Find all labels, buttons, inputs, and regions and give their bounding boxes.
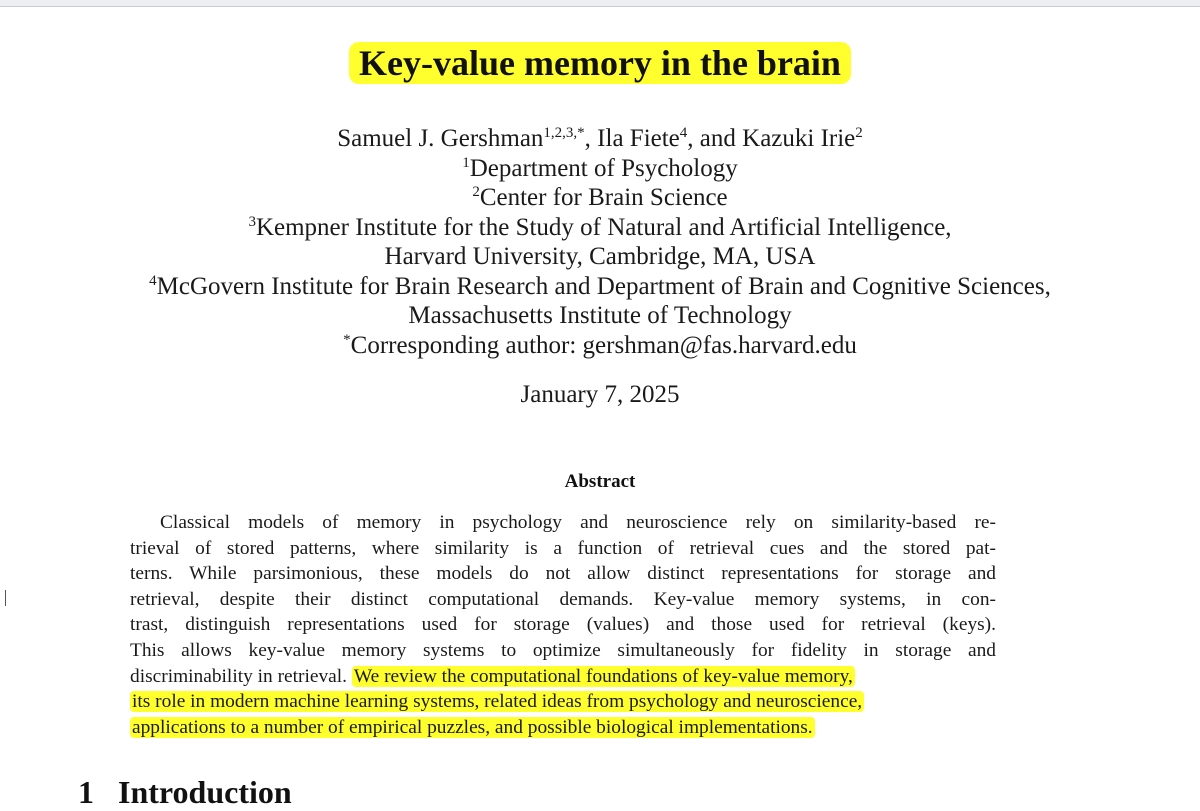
affiliation-line: $^2$Center for Brain Science <box>472 184 728 211</box>
abstract-heading: Abstract <box>564 471 636 492</box>
abstract-highlight: applications to a number of empirical puzzles, and possible biological implementations. <box>132 716 813 738</box>
abstract-highlight: We review the computational foundations of key-value memory, <box>353 665 853 687</box>
author-block <box>0 124 1200 360</box>
abstract-line <box>130 715 996 741</box>
author-name: Samuel J. Gershman <box>337 125 544 152</box>
pdf-page <box>0 6 1200 810</box>
section-heading <box>78 774 292 811</box>
corresponding-author: *Corresponding author: gershman@fas.harvard.edu <box>343 331 857 359</box>
abstract-line: discriminability in retrieval. We review the computational foundations of key-value memory, <box>130 665 853 687</box>
abstract-line: trast, distinguish representations used for storage (values) and those used for retrieval (keys). <box>130 614 996 636</box>
author-superscript: 2 <box>855 125 863 141</box>
author-superscript: 4 <box>679 125 688 141</box>
affiliation-line: Harvard University, Cambridge, MA, USA <box>384 243 816 270</box>
abstract-body <box>130 510 996 740</box>
section-number: 1 <box>78 774 94 810</box>
author-name: Kazuki Irie <box>742 125 856 152</box>
author-superscript: 1,2,3,* <box>543 125 585 141</box>
abstract-line: trieval of stored patterns, where similarity is a function of retrieval cues and the stored pat- <box>130 537 996 559</box>
affiliation-line: $^4$McGovern Institute for Brain Research and Department of Brain and Cognitive Sciences, <box>149 272 1051 300</box>
abstract-line: This allows key-value memory systems to optimize simultaneously for fidelity in storage and <box>130 639 996 661</box>
section-title: Introduction <box>118 774 292 810</box>
author-line: Samuel J. Gershman$^{1,2,3,*}$, Ila Fiete$^4$, and Kazuki Irie$^2$ <box>337 125 863 152</box>
affiliation-line: Massachusetts Institute of Technology <box>408 302 792 329</box>
abstract-highlight: its role in modern machine learning systems, related ideas from psychology and neuroscience, <box>132 691 863 713</box>
abstract-line <box>130 689 996 715</box>
abstract-line: terns. While parsimonious, these models do not allow distinct representations for storage and <box>130 563 996 585</box>
paper-date: January 7, 2025 <box>520 381 680 408</box>
paper-title: Key-value memory in the brain <box>349 42 851 84</box>
abstract-line: retrieval, despite their distinct computational demands. Key-value memory systems, in con- <box>130 588 996 610</box>
affiliation-line: $^3$Kempner Institute for the Study of Natural and Artificial Intelligence, <box>248 213 952 241</box>
author-name: Ila Fiete <box>597 125 680 152</box>
abstract-line: Classical models of memory in psychology and neuroscience rely on similarity-based re- <box>160 512 996 533</box>
affiliation-line: $^1$Department of Psychology <box>462 154 738 182</box>
title-block <box>0 42 1200 84</box>
